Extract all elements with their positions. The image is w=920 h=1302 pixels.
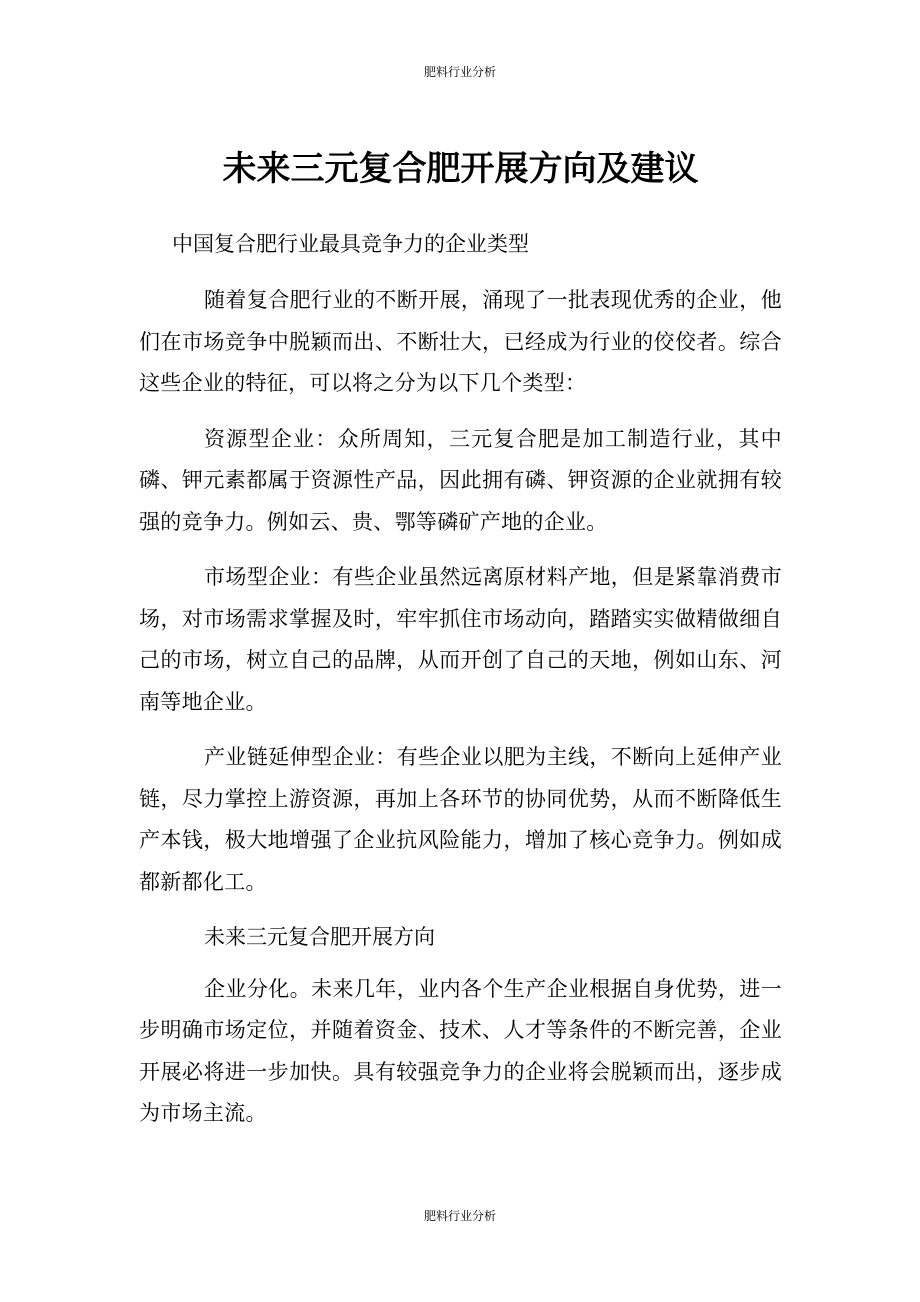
paragraph-intro: 随着复合肥行业的不断开展，涌现了一批表现优秀的企业，他们在市场竞争中脱颖而出、不断壮大，已经成为行业的佼佼者。综合这些企业的特征，可以将之分为以下几个类型： (139, 288, 782, 395)
paragraph-resource-type: 资源型企业：众所周知，三元复合肥是加工制造行业，其中磷、钾元素都属于资源性产品，因此拥有磷、钾资源的企业就拥有较强的竞争力。例如云、贵、鄂等磷矿产地的企业。 (139, 426, 782, 534)
page-footer: 肥料行业分析 (423, 1209, 496, 1223)
paragraph-enterprise-differentiation: 企业分化。未来几年，业内各个生产企业根据自身优势，进一步明确市场定位，并随着资金、技术、人才等条件的不断完善，企业开展必将进一步加快。具有较强竞争力的企业将会脱颖而出，逐步成为市场主流。 (139, 976, 782, 1125)
paragraph-market-type: 市场型企业：有些企业虽然远离原材料产地，但是紧靠消费市场，对市场需求掌握及时，牢牢抓住市场动向，踏踏实实做精做细自己的市场，树立自己的品牌，从而开创了自己的天地，例如山东、河南等地企业。 (139, 565, 782, 714)
section-heading-enterprise-types: 中国复合肥行业最具竞争力的企业类型 (172, 232, 529, 256)
page-header: 肥料行业分析 (423, 65, 496, 79)
document-title: 未来三元复合肥开展方向及建议 (222, 149, 699, 189)
document-body (139, 138, 782, 1135)
section-heading-future-direction: 未来三元复合肥开展方向 (204, 925, 435, 949)
paragraph-industry-chain-type: 产业链延伸型企业：有些企业以肥为主线，不断向上延伸产业链，尽力掌控上游资源，再加上各环节的协同优势，从而不断降低生产本钱，极大地增强了企业抗风险能力，增加了核心竞争力。例如成都新都化工。 (139, 745, 782, 894)
